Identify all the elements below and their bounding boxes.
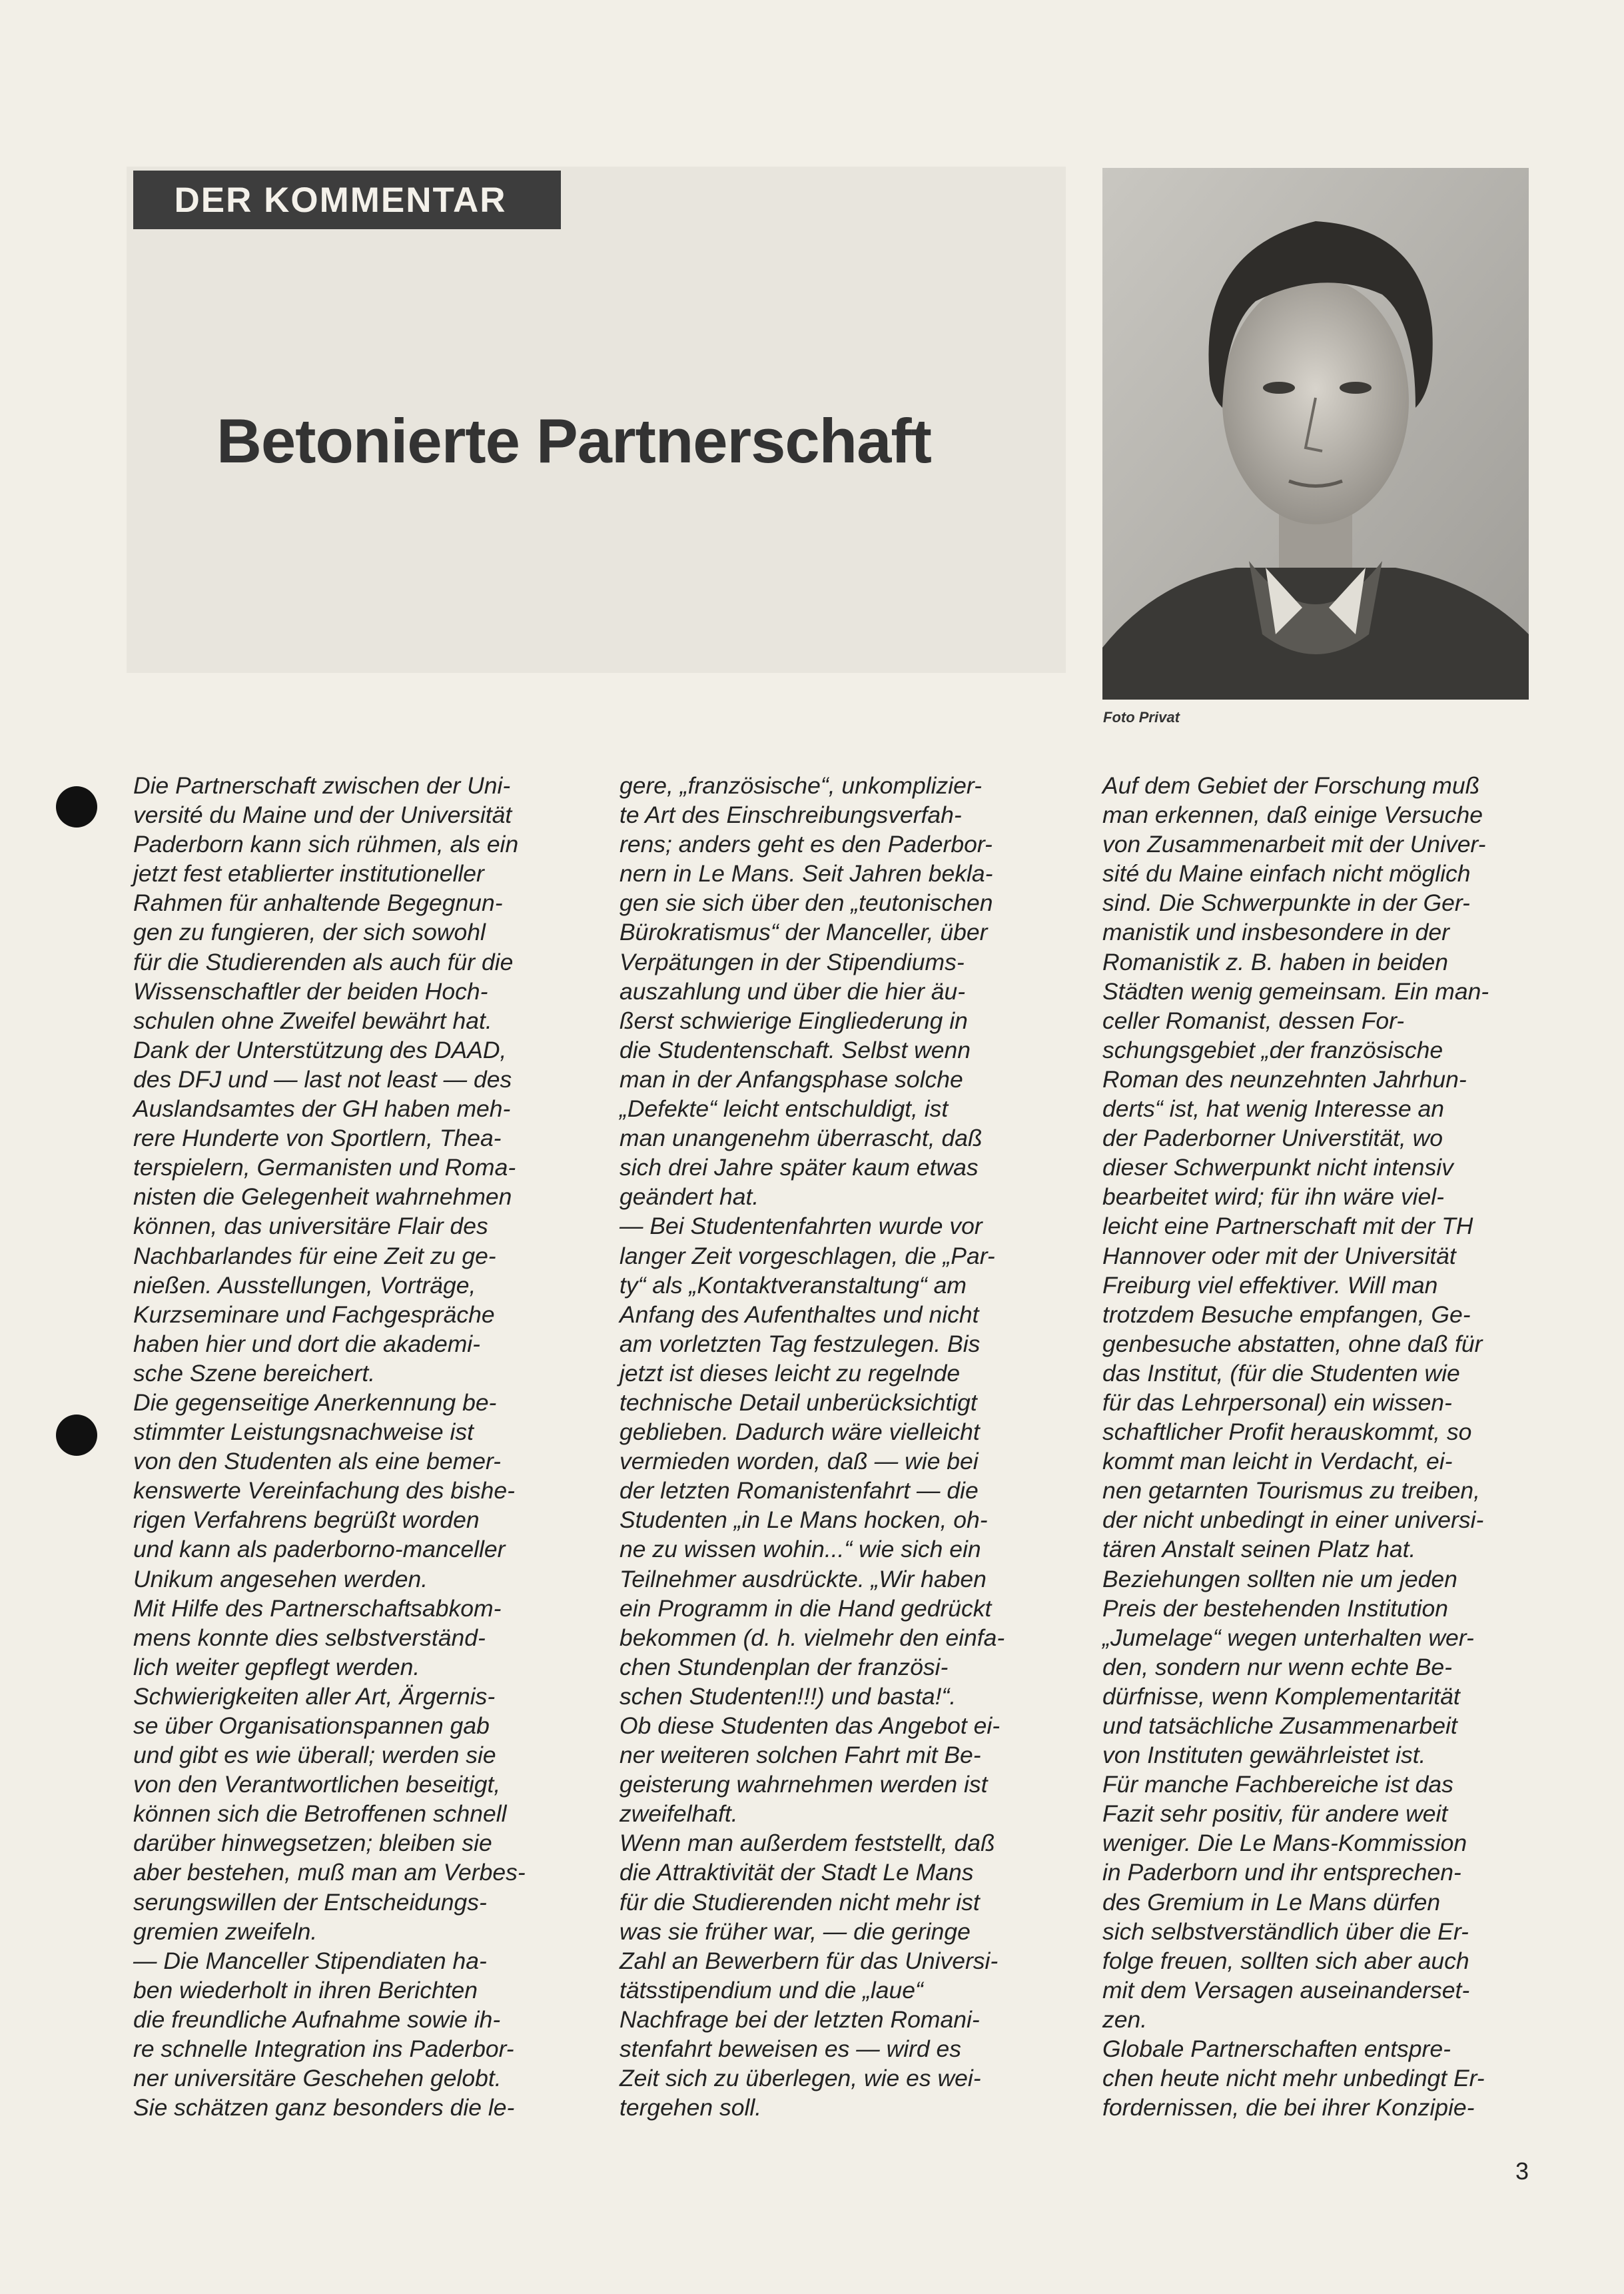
section-kicker: DER KOMMENTAR xyxy=(133,171,561,229)
article-column-1: Die Partnerschaft zwischen der Uni- versité du Maine und der Universität Paderborn kann sich rühmen, als ein jetzt fest etablierter institutioneller Rahmen für anhaltende Begegnun- gen zu fungieren, der sich sowohl für die Studierenden als auch für die Wissenschaftler der beiden Hoch- schulen ohne Zweifel bewährt hat. Dank der Unterstützung des DAAD, des DFJ und — last not least — des Auslandsamtes der GH haben meh- rere Hunderte von Sportlern, Thea- terspielern, Germanisten und Roma- nisten die Gelegenheit wahrnehmen können, das universitäre Flair des Nachbarlandes für eine Zeit zu ge- nießen. Ausstellungen, Vorträge, Kurzseminare und Fachgespräche haben hier und dort die akademi- sche Szene bereichert. Die gegenseitige Anerkennung be- stimmter Leistungsnachweise ist von den Studenten als eine bemer- kenswerte Vereinfachung des bishe- rigen Verfahrens begrüßt worden und kann als paderborno-manceller Unikum angesehen werden. Mit Hilfe des Partnerschaftsabkom- mens konnte dies selbstverständ- lich weiter gepflegt werden. Schwierigkeiten aller Art, Ärgernis- se über Organisationspannen gab und gibt es wie überall; werden sie von den Verantwortlichen beseitigt, können sich die Betroffenen schnell darüber hinwegsetzen; bleiben sie aber bestehen, muß man am Verbes- serungswillen der Entscheidungs- gremien zweifeln. — Die Manceller Stipendiaten ha- ben wiederholt in ihren Berichten die freundliche Aufnahme sowie ih- re schnelle Integration ins Paderbor- ner universitäre Geschehen gelobt. Sie schätzen ganz besonders die le- xyxy=(133,772,526,2121)
article-column-2: gere, „französische“, unkomplizier- te Art des Einschreibungsverfah- rens; anders geht es den Paderbor- nern in Le Mans. Seit Jahren bekla- gen sie sich über den „teutonischen Bürokratismus“ der Manceller, über Verpätungen in der Stipendiums- auszahlung und über die hier äu- ßerst schwierige Eingliederung in die Studentenschaft. Selbst wenn man in der Anfangsphase solche „Defekte“ leicht entschuldigt, ist man unangenehm überrascht, daß sich drei Jahre später kaum etwas geändert hat. — Bei Studentenfahrten wurde vor langer Zeit vorgeschlagen, die „Par- ty“ als „Kontaktveranstaltung“ am Anfang des Aufenthaltes und nicht am vorletzten Tag festzulegen. Bis jetzt ist dieses leicht zu regelnde technische Detail unberücksichtigt geblieben. Dadurch wäre vielleicht vermieden worden, daß — wie bei der letzten Romanistenfahrt — die Studenten „in Le Mans hocken, oh- ne zu wissen wohin...“ wie sich ein Teilnehmer ausdrückte. „Wir haben ein Programm in die Hand gedrückt bekommen (d. h. vielmehr den einfa- chen Stundenplan der französi- schen Studenten!!!) und basta!“. Ob diese Studenten das Angebot ei- ner weiteren solchen Fahrt mit Be- geisterung wahrnehmen werden ist zweifelhaft. Wenn man außerdem feststellt, daß die Attraktivität der Stadt Le Mans für die Studierenden nicht mehr ist was sie früher war, — die geringe Zahl an Bewerbern für das Universi- tätsstipendium und die „laue“ Nachfrage bei der letzten Romani- stenfahrt beweisen es — wird es Zeit sich zu überlegen, wie es wei- tergehen soll. xyxy=(619,772,1005,2121)
portrait-image xyxy=(1102,168,1529,700)
page-number: 3 xyxy=(1515,2157,1529,2185)
punch-hole xyxy=(56,786,97,828)
punch-hole xyxy=(56,1415,97,1456)
article-headline: Betonierte Partnerschaft xyxy=(216,406,931,476)
photo-caption: Foto Privat xyxy=(1103,709,1180,726)
article-column-3: Auf dem Gebiet der Forschung muß man erkennen, daß einige Versuche von Zusammenarbeit mit der Univer- sité du Maine einfach nicht möglich sind. Die Schwerpunkte in der Ger- manistik und insbesondere in der Romanistik z. B. haben in beiden Städten wenig gemeinsam. Ein man- celler Romanist, dessen For- schungsgebiet „der französische Roman des neunzehnten Jahrhun- derts“ ist, hat wenig Interesse an der Paderborner Universtität, wo dieser Schwerpunkt nicht intensiv bearbeitet wird; für ihn wäre viel- leicht eine Partnerschaft mit der TH Hannover oder mit der Universität Freiburg viel effektiver. Will man trotzdem Besuche empfangen, Ge- genbesuche abstatten, ohne daß für das Institut, (für die Studenten wie für das Lehrpersonal) ein wissen- schaftlicher Profit herauskommt, so kommt man leicht in Verdacht, ei- nen getarnten Tourismus zu treiben, der nicht unbedingt in einer universi- tären Anstalt seinen Platz hat. Beziehungen sollten nie um jeden Preis der bestehenden Institution „Jumelage“ wegen unterhalten wer- den, sondern nur wenn echte Be- dürfnisse, wenn Komplementarität und tatsächliche Zusammenarbeit von Instituten gewährleistet ist. Für manche Fachbereiche ist das Fazit sehr positiv, für andere weit weniger. Die Le Mans-Kommission in Paderborn und ihr entsprechen- des Gremium in Le Mans dürfen sich selbstverständlich über die Er- folge freuen, sollten sich aber auch mit dem Versagen auseinanderset- zen. Globale Partnerschaften entspre- chen heute nicht mehr unbedingt Er- fordernissen, die bei ihrer Konzipie- xyxy=(1102,772,1489,2121)
author-photo xyxy=(1102,168,1529,700)
